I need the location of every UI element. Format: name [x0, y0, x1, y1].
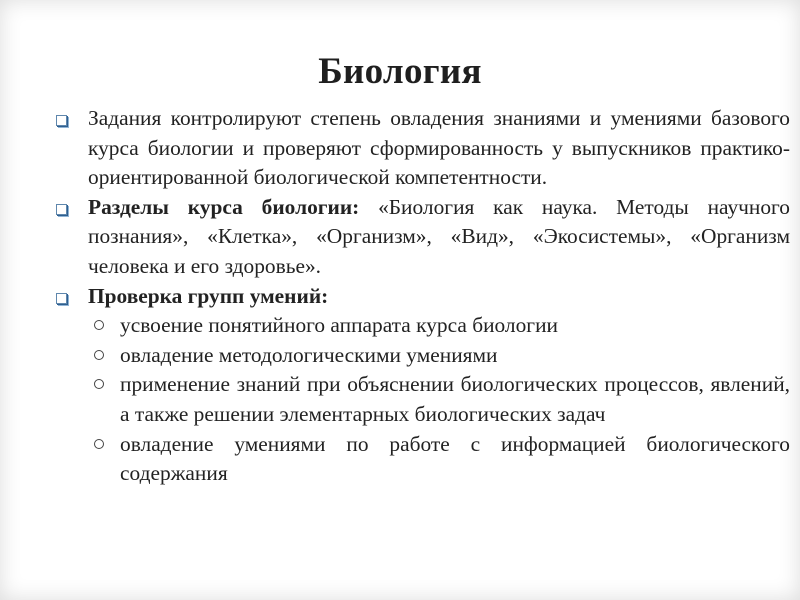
bullet-item-skills [56, 282, 790, 312]
slide-content [56, 104, 790, 489]
circle-bullet-icon [94, 379, 104, 389]
bullet-text: Задания контролируют степень овладения знаниями и умениями базового курса биологии и проверяют сформированность у выпускников практико-ориентированной биологической компетентности. [88, 106, 790, 190]
sub-list-item [94, 430, 790, 489]
bullet-bold-label: Разделы курса биологии: [88, 194, 360, 219]
sub-list-item [94, 311, 790, 341]
bullet-bold-label: Проверка групп умений: [88, 283, 329, 308]
sub-item-text: овладение умениями по работе с информацией биологического содержания [120, 431, 790, 486]
bullet-item-tasks [56, 104, 790, 193]
square-bullet-icon [56, 115, 67, 126]
sub-item-text: овладение методологическими умениями [120, 342, 498, 367]
circle-bullet-icon [94, 350, 104, 360]
bullet-text: «Биология как наука. Методы научного познания», «Клетка», «Организм», «Вид», «Экосистемы», «Организм человека и его здоровье». [88, 194, 790, 278]
bullet-item-sections [56, 193, 790, 282]
circle-bullet-icon [94, 320, 104, 330]
square-bullet-icon [56, 204, 67, 215]
sub-list-item [94, 341, 790, 371]
sub-item-text: применение знаний при объяснении биологических процессов, явлений, а также решении элементарных биологических задач [120, 372, 790, 426]
skills-sub-list [94, 311, 790, 489]
sub-list-item [94, 370, 790, 429]
circle-bullet-icon [94, 439, 104, 449]
sub-item-text: усвоение понятийного аппарата курса биологии [120, 313, 558, 338]
square-bullet-icon [56, 293, 67, 304]
slide-title: Биология [318, 51, 482, 92]
